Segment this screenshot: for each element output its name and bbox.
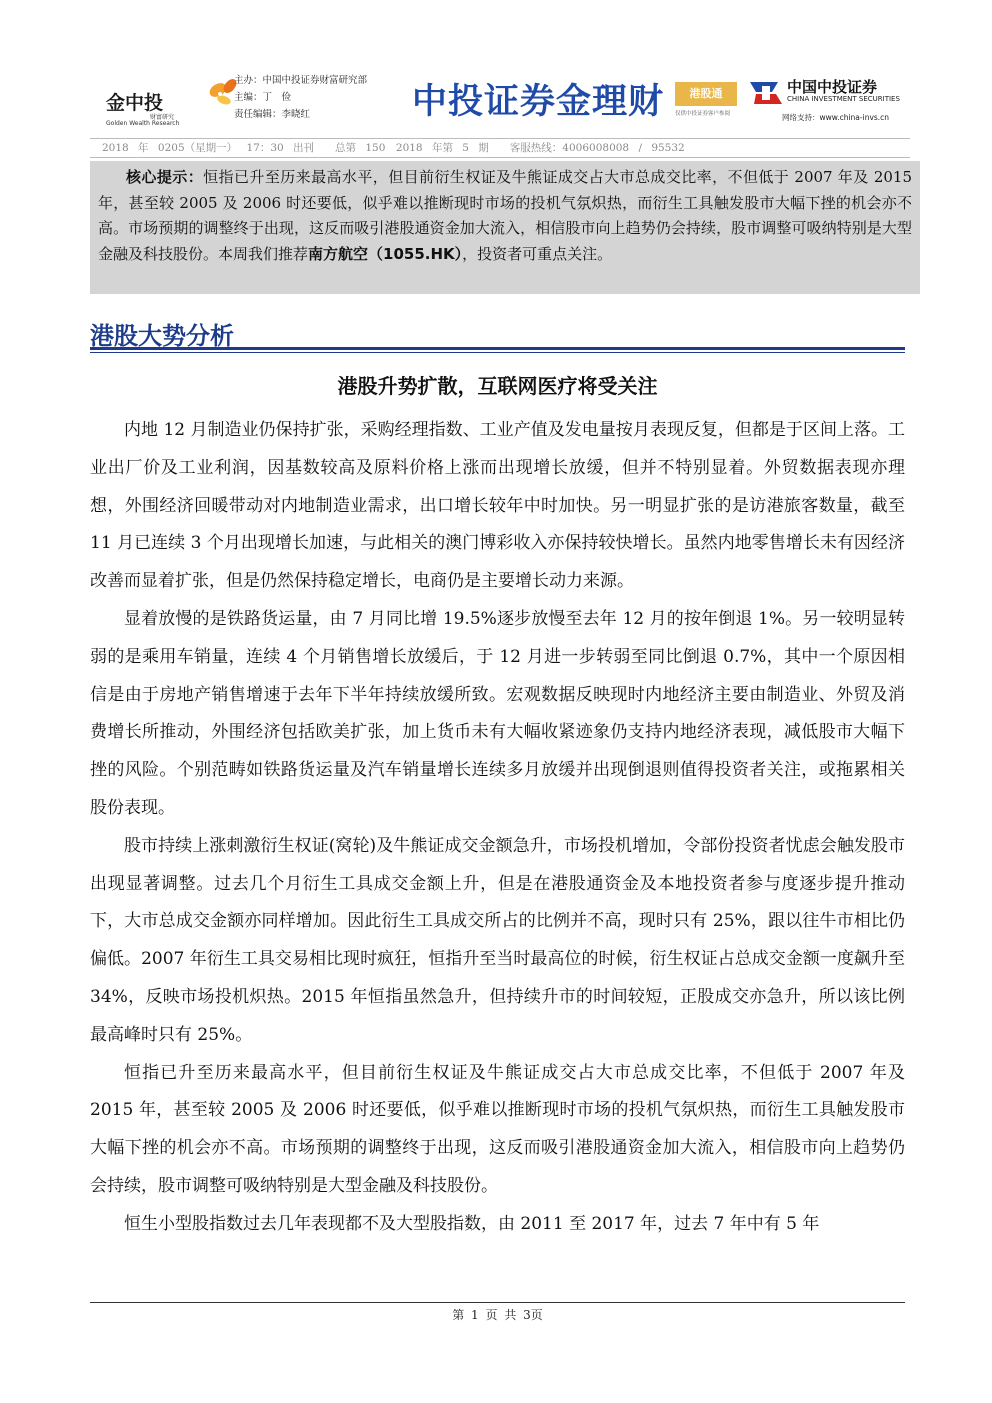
- body-paragraph: 内地 12 月制造业仍保持扩张，采购经理指数、工业产值及发电量按月表现反复，但都是于区间上落。工业出厂价及工业利润，因基数较高及原料价格上涨而出现增长放缓，但并不特别显着。外贸数据表现亦理想，外围经济回暖带动对内地制造业需求，出口增长较年中时加快。另一明显扩张的是访港旅客数量，截至 11 月已连续 3 个月出现增长加速，与此相关的澳门博彩收入亦保持较快增长。虽然内地零售增长未有因经济改善而显着扩张，但是仍然保持稳定增长，电商仍是主要增长动力来源。: [90, 420, 905, 592]
- golden-wealth-logo: [106, 70, 236, 126]
- hk-connect-badge: 港股通: [675, 82, 737, 106]
- logo-subtitle-en: Golden Wealth Research: [106, 120, 180, 127]
- logo-text: 金中投: [106, 92, 164, 114]
- summary-label: 核心提示：: [126, 168, 204, 186]
- editor-line: 主编：丁 俭: [234, 92, 292, 103]
- masthead: [90, 62, 910, 140]
- host-line: 主办：中国中投证券财富研究部: [234, 75, 368, 86]
- body-paragraph: 显着放慢的是铁路货运量，由 7 月同比增 19.5%逐步放慢至去年 12 月的按年倒退 1%。另一较明显转弱的是乘用车销量，连续 4 个月销售增长放缓后，于 12 月进一步转弱至同比倒退 0.7%，其中一个原因相信是由于房地产销售增速于去年下半年持续放缓所致。宏观数据反映现时内地经济主要由制造业、外贸及消费增长所推动，外围经济包括欧美扩张，加上货币未有大幅收紧迹象仍支持内地经济表现，减低股市大幅下挫的风险。个别范畴如铁路货运量及汽车销量增长连续多月放缓并出现倒退则值得投资者关注，或拖累相关股份表现。: [90, 608, 905, 818]
- summary-text: 恒指已升至历来最高水平，但目前衍生权证及牛熊证成交占大市总成交比率，不但低于 2007 年及 2015 年，甚至较 2005 及 2006 时还要低，似乎难以推断现时市场的投机气氛炽热，而衍生工具触发股市大幅下挫的机会亦不高。市场预期的调整终于出现，这反而吸引港股通资金加大流入，相信股市向上趋势仍会持续，股市调整可吸纳特别是大型金融及科技股份。本周我们推荐: [98, 168, 912, 263]
- publication-title: 中投证券金理财: [412, 82, 665, 122]
- body-paragraph: 恒指已升至历来最高水平，但目前衍生权证及牛熊证成交占大市总成交比率，不但低于 2007 年及 2015 年，甚至较 2005 及 2006 时还要低，似乎难以推断现时市场的投机气氛炽热，而衍生工具触发股市大幅下挫的机会亦不高。市场预期的调整终于出现，这反而吸引港股通资金加大流入，相信股市向上趋势仍会持续，股市调整可吸纳特别是大型金融及科技股份。: [90, 1062, 905, 1196]
- key-summary-box: [90, 161, 920, 294]
- company-name-en: CHINA INVESTMENT SECURITIES: [787, 95, 900, 103]
- page-number: 第 1 页 共 3页: [452, 1308, 543, 1322]
- website-link[interactable]: 网络支持：www.china-invs.cn: [782, 113, 890, 122]
- section-divider: [90, 347, 905, 353]
- footer-divider: [90, 1302, 905, 1303]
- issue-info-bar: 2018 年 0205（星期一） 17：30 出刊 总第 150 2018 年第 5 期 客服热线：4006008008 / 95532: [90, 138, 910, 158]
- recommended-stock: 南方航空（1055.HK）: [308, 244, 463, 263]
- logo-subtitle-cn: 财富研究: [150, 114, 175, 121]
- company-name-cn: 中国中投证券: [787, 78, 878, 96]
- body-paragraph: 股市持续上涨刺激衍生权证(窝轮)及牛熊证成交金额急升，市场投机增加，令部份投资者忧虑会触发股市出现显著调整。过去几个月衍生工具成交金额上升，但是在港股通资金及本地投资者参与度逐步提升推动下，大市总成交金额亦同样增加。因此衍生工具成交所占的比例并不高，现时只有 25%，跟以往牛市相比仍偏低。2007 年衍生工具交易相比现时疯狂，恒指升至当时最高位的时候，衍生权证占总成交金额一度飙升至 34%，反映市场投机炽热。2015 年恒指虽然急升，但持续升市的时间较短，正股成交亦急升，所以该比例最高峰时只有 25%。: [90, 835, 905, 1045]
- section-heading: 港股大势分析: [90, 322, 234, 350]
- article-body: [90, 412, 905, 1244]
- summary-text-end: ，投资者可重点关注。: [462, 244, 613, 263]
- editorial-credits: [234, 72, 367, 123]
- cis-logo-icon: [748, 78, 784, 108]
- body-paragraph: 恒生小型股指数过去几年表现都不及大型股指数，由 2011 至 2017 年，过去 7 年中有 5 年: [124, 1213, 820, 1234]
- article-title: 港股升势扩散，互联网医疗将受关注: [337, 374, 658, 398]
- hk-connect-note: 仅供中投证券客户参阅: [675, 111, 731, 117]
- responsible-editor-line: 责任编辑：李晓红: [234, 109, 311, 120]
